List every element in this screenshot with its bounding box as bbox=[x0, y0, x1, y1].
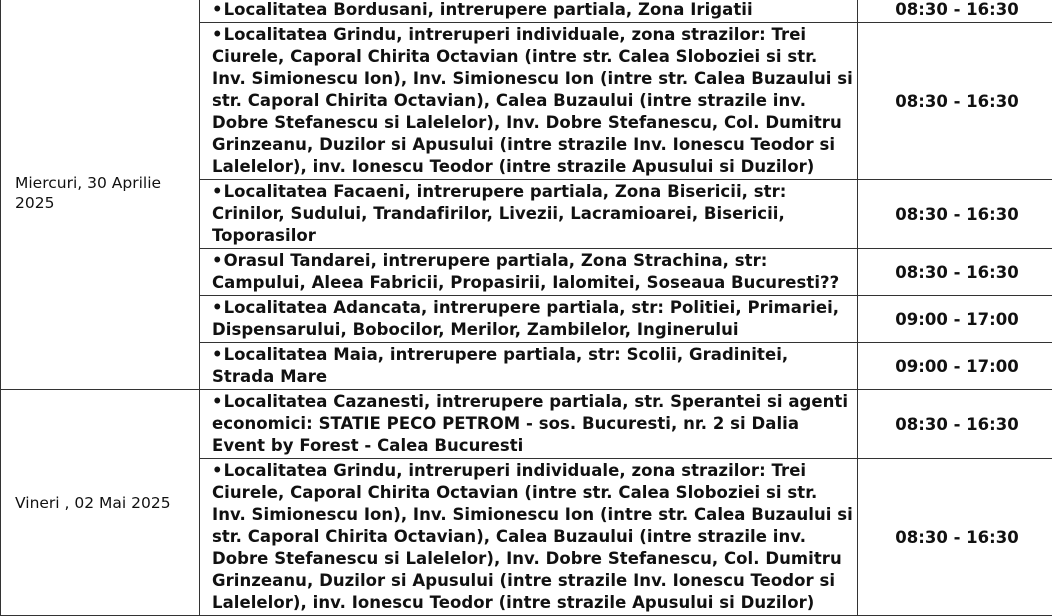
location-text: Localitatea Grindu, intreruperi individuale, zona strazilor: Trei Ciurele, Caporal Chirita Octavian (intre str. Calea Sloboziei si str. Inv. Simionescu Ion), Inv. Simionescu Ion (intre str. Calea Buzaului si str. Caporal Chirita Octavian), Calea Buzaului (intre strazile inv. Dobre Stefanescu si Lalelelor), Inv. Dobre Stefanescu, Col. Dumitru Grinzeanu, Duzilor si Apusului (intre strazile Inv. Ionescu Teodor si Lalelelor), inv. Ionescu Teodor (intre strazile Apusului si Duzilor) bbox=[212, 461, 853, 612]
time-cell: 08:30 - 16:30 bbox=[858, 23, 1052, 180]
location-text: Localitatea Maia, intrerupere partiala, str: Scolii, Gradinitei, Strada Mare bbox=[212, 345, 788, 386]
location-cell bbox=[200, 23, 858, 180]
bullet: • bbox=[212, 461, 223, 480]
time-cell: 08:30 - 16:30 bbox=[858, 390, 1052, 459]
time-cell: 09:00 - 17:00 bbox=[858, 296, 1052, 343]
time-cell: 09:00 - 17:00 bbox=[858, 343, 1052, 390]
location-cell bbox=[200, 0, 858, 23]
bullet: • bbox=[212, 345, 223, 364]
bullet: • bbox=[212, 392, 223, 411]
bullet: • bbox=[212, 251, 223, 270]
date-cell: Vineri , 02 Mai 2025 bbox=[1, 390, 200, 616]
location-text: Localitatea Cazanesti, intrerupere partiala, str. Sperantei si agenti economici: STATIE PECO PETROM - sos. Bucuresti, nr. 2 si Dalia Event by Forest - Calea Bucuresti bbox=[212, 392, 848, 455]
location-text: Localitatea Grindu, intreruperi individuale, zona strazilor: Trei Ciurele, Caporal Chirita Octavian (intre str. Calea Sloboziei si str. Inv. Simionescu Ion), Inv. Simionescu Ion (intre str. Calea Buzaului si str. Caporal Chirita Octavian), Calea Buzaului (intre strazile inv. Dobre Stefanescu si Lalelelor), Inv. Dobre Stefanescu, Col. Dumitru Grinzeanu, Duzilor si Apusului (intre strazile Inv. Ionescu Teodor si Lalelelor), inv. Ionescu Teodor (intre strazile Apusului si Duzilor) bbox=[212, 25, 853, 176]
time-cell: 08:30 - 16:30 bbox=[858, 459, 1052, 616]
location-cell bbox=[200, 459, 858, 616]
location-text: Orasul Tandarei, intrerupere partiala, Zona Strachina, str: Campului, Aleea Fabricii, Propasirii, Ialomitei, Soseaua Bucuresti?? bbox=[212, 251, 839, 292]
bullet: • bbox=[212, 298, 223, 317]
time-cell: 08:30 - 16:30 bbox=[858, 180, 1052, 249]
date-cell: Miercuri, 30 Aprilie 2025 bbox=[1, 0, 200, 390]
bullet: • bbox=[212, 25, 223, 44]
location-cell bbox=[200, 296, 858, 343]
location-cell bbox=[200, 249, 858, 296]
location-text: Localitatea Adancata, intrerupere partiala, str: Politiei, Primariei, Dispensarului, Bobocilor, Merilor, Zambilelor, Inginerului bbox=[212, 298, 839, 339]
location-text: Localitatea Bordusani, intrerupere partiala, Zona Irigatii bbox=[224, 0, 753, 19]
location-cell bbox=[200, 390, 858, 459]
location-cell bbox=[200, 180, 858, 249]
table-row bbox=[1, 390, 1052, 459]
location-text: Localitatea Facaeni, intrerupere partiala, Zona Bisericii, str: Crinilor, Sudului, Trandafirilor, Livezii, Lacramioarei, Bisericii, Toporasilor bbox=[212, 182, 786, 245]
location-cell bbox=[200, 343, 858, 390]
bullet: • bbox=[212, 0, 223, 19]
time-cell: 08:30 - 16:30 bbox=[858, 249, 1052, 296]
bullet: • bbox=[212, 182, 223, 201]
table-row bbox=[1, 0, 1052, 23]
time-cell: 08:30 - 16:30 bbox=[858, 0, 1052, 23]
